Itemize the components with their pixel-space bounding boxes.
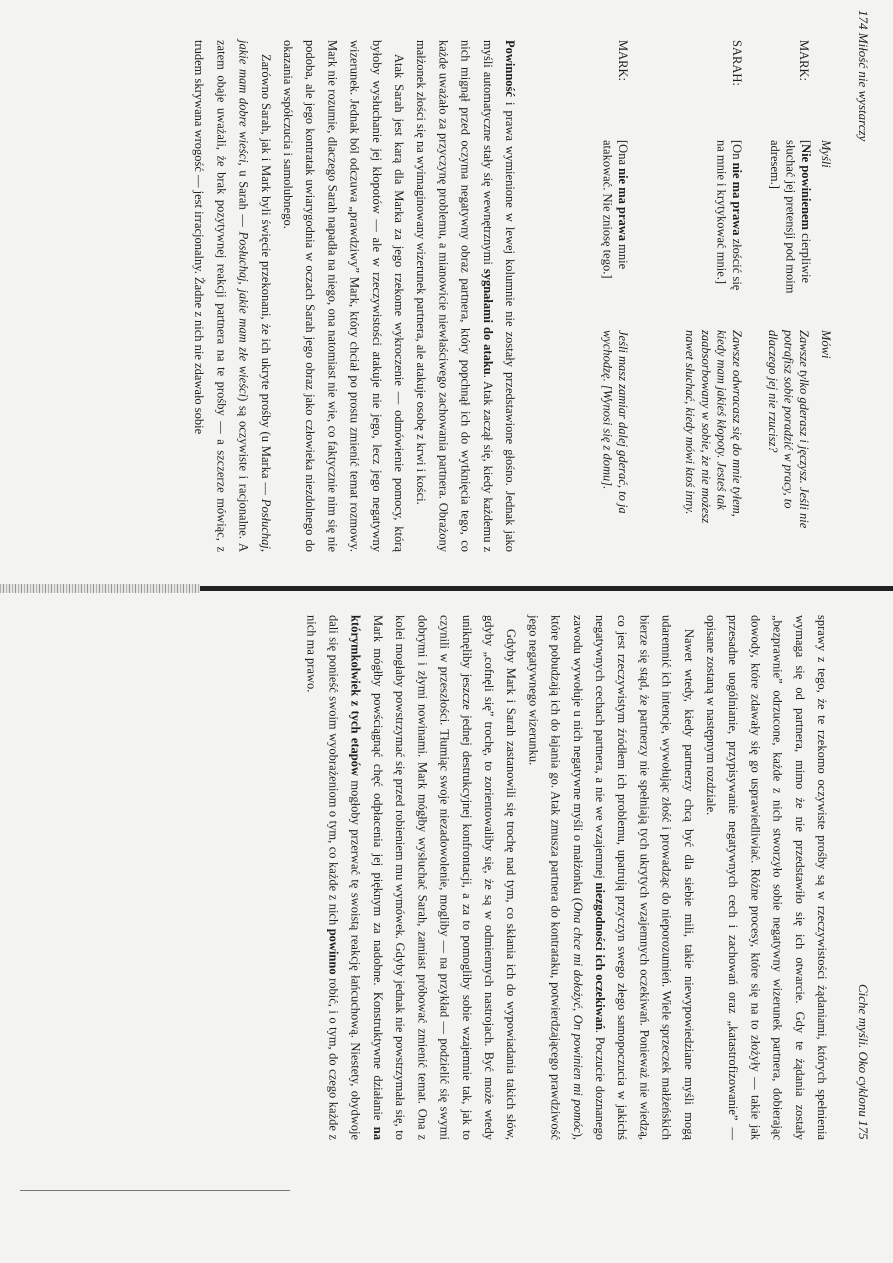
paragraph: Nawet wtedy, kiedy partnerzy chcą być dla siebie mili, takie niewypowiedziane myśli mogą udaremnić ich intencje, wywołując złość i prowadząc do nieporozumień. Wiele sprzeczek małżeńskich bierze się stąd, że partnerzy nie spełniają tych ukrytych wzajemnych oczekiwań. Ponieważ nie wiedzą, co jest rzeczywistym źródłem ich problemu, upatrują przyczyn swego złego samopoczucia w jakichś negatywnych cechach partnera, a nie we wzajemnej niezgodności ich oczekiwań. Poczucie doznanego zawodu wywołuje u nich negatywne myśli o małżonku (Ona chce mi dołożyć, On powinien mi pomóc), które pobudzają ich do łajania go. Atak zmusza partnera do kontrataku, potwierdzającego prawdziwość jego negatywnego wizerunku. xyxy=(526,615,696,1141)
footer-rule xyxy=(20,1190,290,1191)
speaker-label: MARK: xyxy=(797,40,811,81)
paragraph: Gdyby Mark i Sarah zastanowili się trochę nad tym, co skłania ich do wypowiadania takich słów, gdyby „cofnęli się” trochę, to zorientowaliby się, że są w odmiennych nastrojach. Być może wtedy uniknęliby jeszcze jednej destrukcyjnej konfrontacji, a za to pomoglіby sobie wzajemnie tak, jak to czynili w przeszłości. Tłumiąc swoje niezadowolenie, mogliby — na przykład — podzielić się swymi dobrymi i złymi nowinami. Mark mógłby wysłuchać Sarah, zamiast próbować zmienić temat. Ona z kolei mogłaby powstrzymać się przed robieniem mu wymówek. Gdyby jednak nie powstrzymała się, to Mark mógłby powściągnąć chęć odpłacenia jej pięknym za nadobne. Konstruktywne działanie na którymkolwiek z tych etapów mogłoby przerwać tę swoistą reakcję łańcuchową. Niestety, obydwoje dali się ponieść swoim wyobrażeniom o tym, co każde z nich powinno robić, i o tym, do czego każde z nich ma prawo. xyxy=(304,615,519,1140)
scan-noise xyxy=(0,584,200,593)
speech-cell: Jeśli masz zamiar dalej gderać, to ja wychodzę. [Wynosi się z domu]. xyxy=(600,330,630,514)
thought-cell: [Ona nie ma prawa mnie atakować. Nie zniosę tego.] xyxy=(600,140,630,279)
speech-cell: Zawsze tylko gderasz i jęczysz. Jeśli nie potrafisz sobie poradzić w pracy, to dlaczego jej nie rzucisz? xyxy=(765,330,811,529)
page-174-body xyxy=(21,40,521,552)
spine-line xyxy=(200,586,893,591)
page-header-175 xyxy=(855,610,871,1140)
thought-cell: [Nie powinienem cierpliwie słuchać jej pretensji pod moim adresem.] xyxy=(767,140,813,294)
book-spine xyxy=(0,578,893,598)
page-175-body xyxy=(63,615,833,1140)
thought-cell: [On nie ma prawa złościć się na mnie i krytykować mnie.] xyxy=(714,140,744,291)
paragraph: Atak Sarah jest karą dla Marka za jego rzekome wykroczenie — odmówienie pomocy, którą byłoby wysłuchanie jej kłopotów — ale w rzeczywistości atakuje nie jego, lecz jego negatywny wizerunek. Jednak ból odczuwa „prawdziwy” Mark, który chciał po prostu zmienić temat rozmowy. Mark nie rozumie, dlaczego Sarah napadła na niego, ona natomiast nie wie, co faktycznie nim się nie podoba, ale jego kontratak uwiarygodnia w oczach Sarah jego obraz jako człowieka niezdolnego do okazania współczucia i samolubnego. xyxy=(280,40,406,552)
page-header-text: Ciche myśli. Oko cyklonu 175 xyxy=(856,984,871,1140)
speech-cell: Zawsze odwracasz się do mnie tyłem, kiedy mam jakieś kłopoty. Jesteś tak zaabsorbowany w sobie, że nie możesz nawet słuchać, kiedy mówi ktoś inny. xyxy=(683,330,744,524)
paragraph: Powinność i prawa wymienione w lewej kolumnie nie zostały przedstawione głośno. Jednak jako myśli automatyczne stały się wewnętrznymi sygnałami do ataku. Atak zaczął się, kiedy każdemu z nich mignął przed oczyma negatywny obraz partnera, który popchnął ich do wytknięcia tego, co każde uważało za przyczynę problemu, a mianowicie niewłaściwego zachowania partnera. Obrażony małżonek złości się na wyimaginowany wizerunek partnera, ale atakuje osobę z krwi i kości. xyxy=(414,40,517,552)
paragraph: sprawy z tego, że te rzekomo oczywiste prośby są w rzeczywistości żądaniami, których spełnienia wymaga się od partnera, mimo że nie przedstawiło się ich otwarcie. Gdy te żądania zostały „bezprawnie” odrzucone, każde z nich stworzyło sobie negatywny wizerunek partnera, dobierając dowody, które zdawały się go usprawiedliwiać. Różne procesy, które się na to złożyły — takie jak przesadne uogólnianie, przypisywanie negatywnych cech i zachowań oraz „katastrofizowanie” — opisane zostaną w następnym rozdziale. xyxy=(703,615,829,1140)
page-header-text: 174 Miłość nie wystarczy xyxy=(856,10,871,142)
speaker-label: SARAH: xyxy=(730,40,744,86)
table-thoughts-header: Myśli xyxy=(819,140,833,168)
paragraph: Zarówno Sarah, jak i Mark byli święcie przekonani, że ich ukryte prośby (u Marka — Posłuchaj, jakie mam dobre wieści, u Sarah — Posłuchaj, jakie mam złe wieści) są oczywiste i racjonalne. A zatem obaje uważali, że brak pozytywnej reakcji partnera na te prośby — a szczerze mówiąc, z trudem skrywana wrogość — jest irracjonalny. Żadne z nich nie zdawało sobie xyxy=(192,40,273,552)
page-header-174 xyxy=(855,10,871,530)
table-speech-header: Mówi xyxy=(819,330,833,359)
speaker-label: MARK: xyxy=(616,40,630,81)
